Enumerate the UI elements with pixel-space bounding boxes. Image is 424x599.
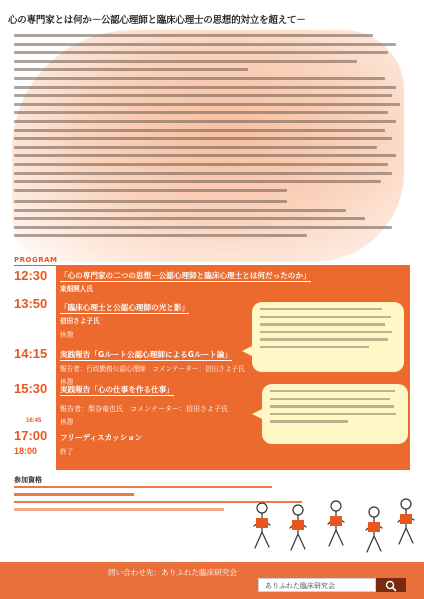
session-title: 実践報告「心の仕事を作る仕事」 bbox=[60, 385, 174, 394]
break-label: 休憩 bbox=[60, 418, 74, 426]
session-title: 実践報告「Gルート公認心理師によるGルート論」 bbox=[60, 350, 232, 359]
search-icon bbox=[376, 579, 406, 593]
speech-bubble-tail bbox=[252, 408, 264, 420]
page-title: 心の専門家とは何か－公認心理師と臨床心理士の思想的対立を超えて－ bbox=[8, 15, 306, 26]
qualification-heading: 参加資格 bbox=[14, 476, 42, 484]
session-time: 12:30 bbox=[14, 268, 48, 283]
bag bbox=[330, 516, 342, 526]
break-time: 16:45 bbox=[26, 418, 42, 424]
session-speaker: 信田さよ子氏 bbox=[60, 317, 100, 325]
session-title: フリーディスカッション bbox=[60, 433, 143, 442]
break-label: 休憩 bbox=[60, 331, 74, 339]
program-label: PROGRAM bbox=[14, 256, 58, 264]
bag bbox=[368, 522, 380, 532]
speech-bubble-tail bbox=[242, 345, 254, 357]
session-title: 「臨床心理士と公認心理師の光と影」 bbox=[60, 303, 190, 312]
end-time: 18:00 bbox=[14, 446, 38, 456]
speech-bubble-g-route bbox=[252, 302, 404, 372]
bag bbox=[256, 518, 268, 528]
bag bbox=[400, 514, 412, 524]
bag bbox=[292, 520, 304, 530]
speech-bubble-kokoro bbox=[262, 384, 408, 444]
walking-people-illustration bbox=[240, 490, 420, 560]
session-time: 14:15 bbox=[14, 346, 48, 361]
session-title: 「心の専門家の二つの思想－公認心理師と臨床心理士とは何だったのか」 bbox=[60, 271, 311, 280]
end-label: 終了 bbox=[60, 448, 74, 456]
break-label: 休憩 bbox=[60, 378, 74, 386]
intro-paragraphs bbox=[14, 34, 404, 197]
contact-text: 問い合わせ先：ありふれた臨床研究会 bbox=[108, 568, 238, 577]
session-time: 13:50 bbox=[14, 296, 48, 311]
search-input[interactable]: ありふれた臨床研究会 bbox=[258, 578, 376, 592]
session-speaker: 報告者：梨谷竜也氏 コメンテーター：信田さよ子氏 bbox=[60, 405, 228, 413]
session-time: 17:00 bbox=[14, 428, 48, 443]
session-time: 15:30 bbox=[14, 381, 48, 396]
search-button[interactable] bbox=[376, 578, 406, 592]
session-speaker: 東畑開人氏 bbox=[60, 285, 93, 293]
session-speaker: 報告者：行政勤務公認心理師 コメンテーター：信田さよ子氏 bbox=[60, 365, 245, 373]
closing-paragraph bbox=[14, 200, 404, 243]
